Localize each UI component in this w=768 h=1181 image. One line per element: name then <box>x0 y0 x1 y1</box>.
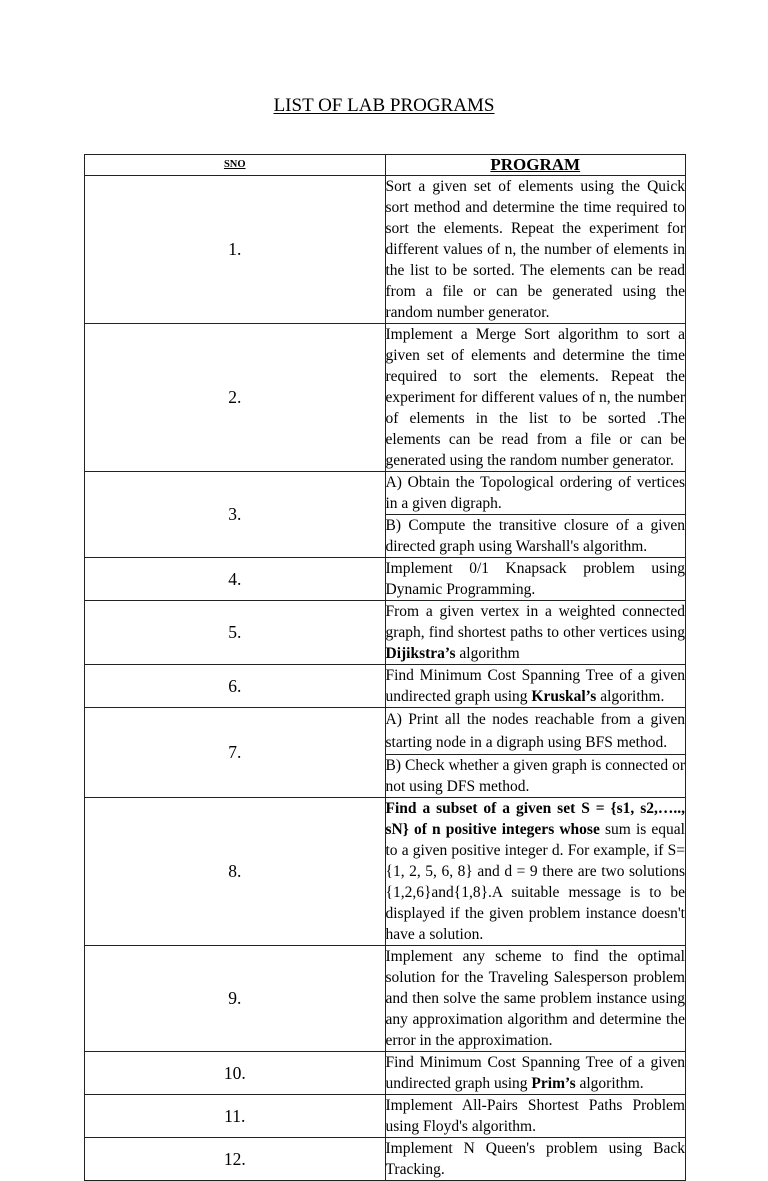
program-part-a: A) Obtain the Topological ordering of vertices in a given digraph. <box>385 472 686 515</box>
row-number: 2. <box>85 324 386 472</box>
row-number: 10. <box>85 1052 386 1095</box>
program-description <box>385 798 686 946</box>
table-row <box>85 1095 686 1138</box>
row-number: 8. <box>85 798 386 946</box>
program-description: Implement 0/1 Knapsack problem using Dynamic Programming. <box>385 558 686 601</box>
text-after: algorithm <box>455 645 520 662</box>
algorithm-name: Kruskal’s <box>531 688 597 705</box>
table-row <box>85 1052 686 1095</box>
row-number: 3. <box>85 472 386 558</box>
text-after: sum is equal to a given positive integer d. For example, if S= {1, 2, 5, 6, 8} and d = 9 there are two solutions {1,2,6}and{1,8}.A suitable message is to be displayed if the given problem instance doesn't have a solution. <box>385 821 685 943</box>
row-number: 12. <box>85 1138 386 1181</box>
row-number: 7. <box>85 708 386 798</box>
text-before: Find Minimum Cost Spanning Tree of a given undirected graph using <box>385 667 685 705</box>
subset-sum-heading: Find a subset of a given set S = {s1, s2,….., sN} of n positive integers whose <box>385 800 685 838</box>
program-description <box>385 1052 686 1095</box>
table-row <box>85 946 686 1052</box>
algorithm-name: Prim’s <box>531 1075 576 1092</box>
program-description: Implement a Merge Sort algorithm to sort a given set of elements and determine the time required to sort the elements. Repeat the experiment for different values of n, the number of elements in the list to be sorted .The elements can be read from a file or can be generated using the random number generator. <box>385 324 686 472</box>
program-description: Implement any scheme to find the optimal solution for the Traveling Salesperson problem and then solve the same problem instance using any approximation algorithm and determine the error in the approximation. <box>385 946 686 1052</box>
text-before: From a given vertex in a weighted connected graph, find shortest paths to other vertices using <box>385 603 685 641</box>
table-row <box>85 558 686 601</box>
program-description: Implement N Queen's problem using Back Tracking. <box>385 1138 686 1181</box>
page-title: LIST OF LAB PROGRAMS <box>273 95 495 116</box>
table-row <box>85 601 686 665</box>
program-part-b: B) Compute the transitive closure of a given directed graph using Warshall's algorithm. <box>385 515 686 558</box>
program-part-a: A) Print all the nodes reachable from a given starting node in a digraph using BFS method. <box>385 708 686 755</box>
row-number: 6. <box>85 665 386 708</box>
row-number: 4. <box>85 558 386 601</box>
row-number: 5. <box>85 601 386 665</box>
sno-header: SNO <box>85 155 386 176</box>
program-description: Implement All-Pairs Shortest Paths Problem using Floyd's algorithm. <box>385 1095 686 1138</box>
program-description: Sort a given set of elements using the Quick sort method and determine the time required to sort the elements. Repeat the experiment for different values of n, the number of elements in the list to be sorted. The elements can be read from a file or can be generated using the random number generator. <box>385 176 686 324</box>
program-description <box>385 665 686 708</box>
table-row <box>85 798 686 946</box>
text-after: algorithm. <box>596 688 665 705</box>
table-row <box>85 472 686 515</box>
table-row <box>85 1138 686 1181</box>
table-header-row <box>85 155 686 176</box>
table-row <box>85 176 686 324</box>
program-description <box>385 601 686 665</box>
program-part-b: B) Check whether a given graph is connected or not using DFS method. <box>385 755 686 798</box>
lab-programs-table <box>84 154 686 1181</box>
row-number: 1. <box>85 176 386 324</box>
table-row <box>85 708 686 755</box>
row-number: 9. <box>85 946 386 1052</box>
program-header: PROGRAM <box>385 155 686 176</box>
row-number: 11. <box>85 1095 386 1138</box>
table-row <box>85 324 686 472</box>
text-before: Find Minimum Cost Spanning Tree of a given undirected graph using <box>385 1054 685 1092</box>
table-row <box>85 665 686 708</box>
algorithm-name: Dijikstra’s <box>385 645 456 662</box>
text-after: algorithm. <box>575 1075 644 1092</box>
